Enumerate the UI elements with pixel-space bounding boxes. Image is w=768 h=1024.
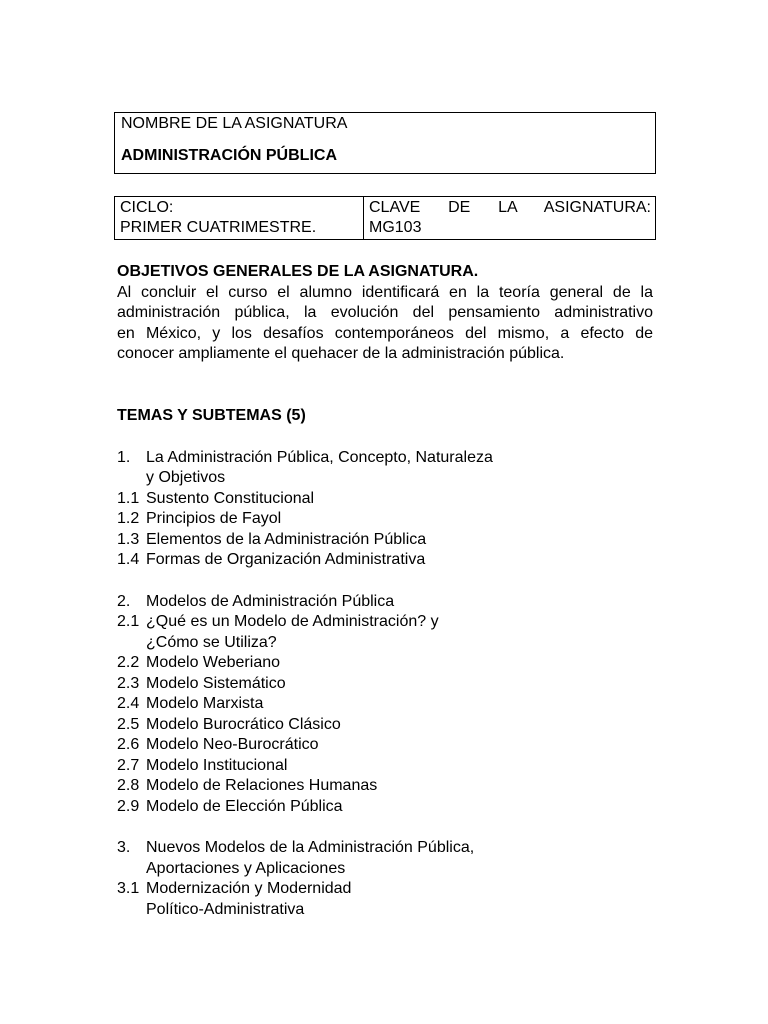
list-item <box>117 592 653 613</box>
list-item <box>117 756 653 777</box>
objectives-line: en México, y los desafíos contemporáneos del mismo, a efecto de <box>117 324 653 342</box>
topics-heading: TEMAS Y SUBTEMAS (5) <box>117 407 306 424</box>
item-text: Modelos de Administración Pública <box>146 592 395 610</box>
subject-name-label: NOMBRE DE LA ASIGNATURA <box>121 115 348 132</box>
item-text: Modelo Sistemático <box>146 674 286 692</box>
item-text: ¿Qué es un Modelo de Administración? y <box>146 613 439 630</box>
item-text: Elementos de la Administración Pública <box>146 530 427 548</box>
item-text: Modelo Marxista <box>146 695 264 712</box>
list-item <box>117 797 653 818</box>
item-number: 2.7 <box>117 756 140 774</box>
list-item <box>117 489 653 510</box>
list-item <box>117 879 653 920</box>
item-number: 2.2 <box>117 654 140 671</box>
objectives-section <box>117 262 653 365</box>
item-continuation: Aportaciones y Aplicaciones <box>146 859 346 877</box>
list-item <box>117 776 653 797</box>
list-item <box>117 735 653 756</box>
list-item <box>117 509 653 530</box>
item-text: Modelo Burocrático Clásico <box>146 715 341 733</box>
item-text: Modernización y Modernidad <box>146 880 352 897</box>
list-item <box>117 838 653 879</box>
subject-key-label: CLAVE DE LA ASIGNATURA: <box>369 199 651 216</box>
item-continuation: y Objetivos <box>146 469 226 486</box>
item-continuation: Político-Administrativa <box>146 900 305 918</box>
item-number: 1.3 <box>117 530 140 548</box>
item-number: 3. <box>117 839 131 856</box>
item-text: Modelo de Relaciones Humanas <box>146 777 378 794</box>
cycle-value: PRIMER CUATRIMESTRE. <box>120 219 317 236</box>
subject-name-value: ADMINISTRACIÓN PÚBLICA <box>121 147 337 164</box>
item-number: 1.1 <box>117 489 140 507</box>
list-item <box>117 550 653 571</box>
item-text: Modelo de Elección Pública <box>146 797 343 815</box>
item-number: 2.9 <box>117 797 140 815</box>
item-number: 1.4 <box>117 551 140 568</box>
item-number: 2.1 <box>117 613 140 630</box>
item-number: 3.1 <box>117 880 140 897</box>
list-item <box>117 653 653 674</box>
item-number: 2.5 <box>117 715 140 733</box>
item-text: Principios de Fayol <box>146 510 282 527</box>
cycle-cell <box>115 197 364 239</box>
list-item <box>117 448 653 489</box>
item-text: Formas de Organización Administrativa <box>146 551 426 568</box>
item-text: La Administración Pública, Concepto, Naturaleza <box>146 448 493 466</box>
list-item <box>117 715 653 736</box>
topic-section-3 <box>117 838 653 920</box>
item-text: Modelo Weberiano <box>146 654 281 671</box>
list-item <box>117 612 653 653</box>
subject-key-value: MG103 <box>369 219 422 236</box>
item-text: Modelo Neo-Burocrático <box>146 736 319 753</box>
objectives-line: administración pública, la evolución del pensamiento administrativo <box>117 304 653 321</box>
topic-section-2 <box>117 592 653 818</box>
item-continuation: ¿Cómo se Utiliza? <box>146 633 277 651</box>
item-text: Sustento Constitucional <box>146 489 315 507</box>
item-text: Modelo Institucional <box>146 756 288 774</box>
objectives-paragraph <box>117 283 653 365</box>
item-number: 2. <box>117 592 131 610</box>
item-number: 2.8 <box>117 777 140 794</box>
objectives-line: conocer ampliamente el quehacer de la administración pública. <box>117 345 565 362</box>
objectives-heading: OBJETIVOS GENERALES DE LA ASIGNATURA. <box>117 263 479 280</box>
cycle-label: CICLO: <box>120 199 174 216</box>
item-number: 2.3 <box>117 674 140 692</box>
list-item <box>117 530 653 551</box>
subject-name-box <box>114 112 656 174</box>
item-number: 2.4 <box>117 695 140 712</box>
list-item <box>117 694 653 715</box>
item-text: Nuevos Modelos de la Administración Pública, <box>146 839 475 856</box>
item-number: 1. <box>117 448 131 466</box>
subject-info-box <box>114 196 656 240</box>
subject-key-cell <box>364 197 655 239</box>
item-number: 2.6 <box>117 736 140 753</box>
topics-section <box>117 406 653 920</box>
topic-section-1 <box>117 448 653 571</box>
list-item <box>117 674 653 695</box>
item-number: 1.2 <box>117 510 140 527</box>
objectives-line: Al concluir el curso el alumno identificará en la teoría general de la <box>117 283 653 301</box>
